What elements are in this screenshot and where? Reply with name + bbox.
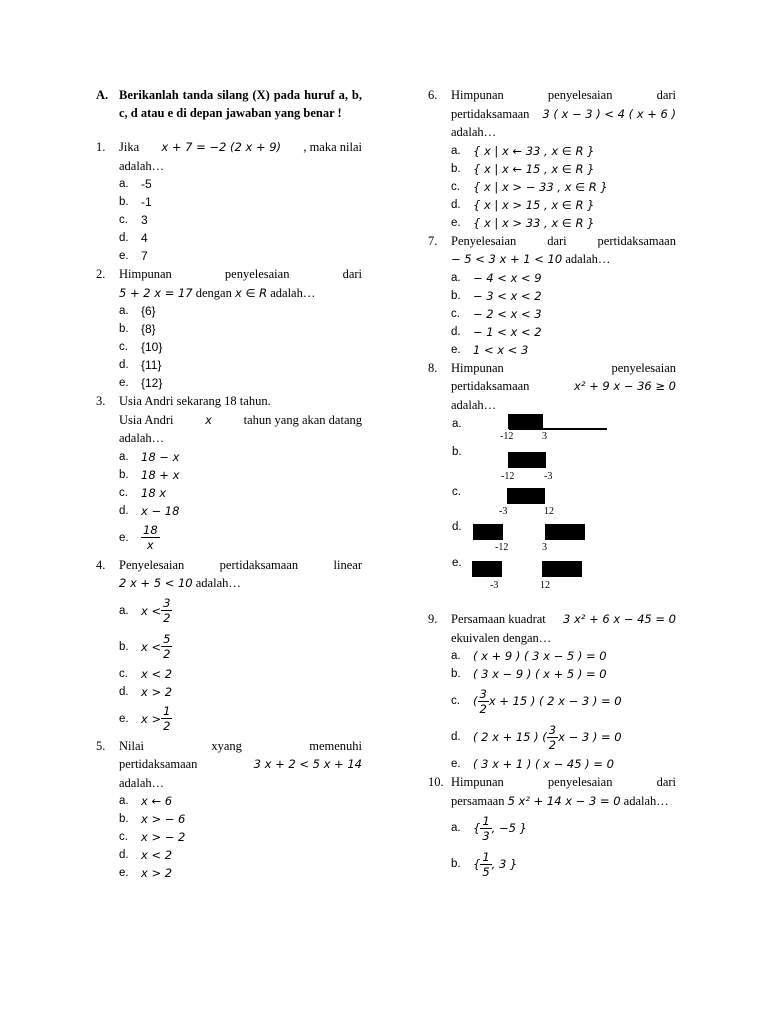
shaded-region [472, 561, 502, 577]
stem-text: pertidaksamaan [451, 106, 530, 121]
tick-label: -12 [500, 431, 514, 442]
option-letter: b. [451, 668, 461, 680]
question-10 [428, 773, 676, 882]
stem-text: dari [547, 233, 567, 248]
option-text: { x | x ← 15 , x ∈ R } [473, 161, 595, 176]
question-number: 1. [96, 140, 106, 154]
option-a[interactable] [119, 593, 362, 629]
option-a[interactable] [119, 448, 362, 466]
option-letter: a. [451, 822, 461, 834]
stem-text: Himpunan [451, 775, 504, 789]
option-b[interactable] [451, 287, 676, 305]
option-text: 1 < x < 3 [473, 342, 529, 357]
option-text: x < 2 [141, 848, 173, 862]
stem-text: Jika [119, 140, 140, 154]
option-text: 18 + x [141, 467, 180, 482]
denominator: x [146, 538, 154, 552]
option-a[interactable] [451, 647, 676, 665]
option-letter: b. [119, 813, 129, 825]
equation: 3 x + 2 < 5 x + 14 [253, 757, 362, 771]
brace-open: { [473, 857, 481, 871]
option-letter: d. [451, 731, 461, 743]
option-c[interactable] [119, 211, 362, 229]
option-text: ( 2 x + 15 ) ( [473, 730, 547, 744]
option-letter: b. [119, 323, 129, 335]
option-d[interactable] [119, 502, 362, 520]
tick-label: 12 [540, 580, 550, 591]
stem-text: ekuivalen dengan… [451, 630, 552, 645]
option-text: 3 [141, 213, 148, 227]
stem-text: pertidaksamaan [597, 233, 676, 248]
tick-label: 3 [542, 542, 547, 553]
option-b[interactable] [451, 665, 676, 683]
denominator: 5 [482, 864, 490, 879]
option-e[interactable] [119, 374, 362, 392]
question-7 [428, 232, 676, 359]
numerator: 1 [163, 704, 171, 718]
tick-label: -3 [490, 580, 499, 591]
tick-label: -12 [501, 471, 515, 482]
option-b[interactable] [451, 160, 676, 178]
option-text: − 3 < x < 2 [473, 288, 542, 303]
options-list [451, 810, 676, 882]
number-line-options [451, 414, 676, 610]
equation: 5 + 2 x = 17 [119, 285, 193, 300]
option-text: − 1 < x < 2 [473, 324, 542, 339]
tick-label: -3 [499, 506, 508, 517]
question-stem [119, 556, 362, 593]
option-text: x > [141, 711, 162, 726]
option-b[interactable] [119, 320, 362, 338]
option-text: -1 [141, 195, 152, 209]
option-letter: c. [119, 486, 128, 499]
option-d[interactable] [119, 356, 362, 374]
stem-text: tahun yang akan datang [243, 412, 362, 427]
variable: x [205, 412, 212, 427]
stem-text: adalah… [270, 285, 316, 300]
question-2 [96, 265, 362, 392]
numerator: 3 [479, 686, 487, 701]
options-list [451, 647, 676, 773]
option-d[interactable] [451, 323, 676, 341]
option-a[interactable] [451, 269, 676, 287]
option-letter: b. [451, 858, 461, 870]
denominator: 2 [163, 611, 171, 625]
numerator: 1 [482, 813, 490, 828]
option-b[interactable] [119, 629, 362, 665]
option-c[interactable] [451, 305, 676, 323]
denominator: 2 [479, 701, 487, 716]
question-stem [451, 86, 676, 142]
stem-text: pertidaksamaan [451, 379, 530, 393]
option-text: x < [141, 639, 162, 654]
option-letter: b. [119, 468, 129, 481]
stem-text: adalah… [195, 576, 241, 590]
equation: 3 ( x − 3 ) < 4 ( x + 6 ) [542, 106, 676, 121]
stem-text: memenuhi [309, 738, 362, 753]
denominator: 2 [163, 647, 171, 661]
shaded-region [508, 414, 543, 429]
option-text: {10} [141, 340, 163, 354]
section-heading [96, 86, 362, 122]
option-text: x − 18 [141, 503, 180, 518]
option-e[interactable] [451, 755, 676, 773]
option-c[interactable] [451, 683, 676, 719]
fraction [547, 723, 558, 752]
stem-text: adalah… [119, 431, 165, 445]
stem-text: Nilai [119, 738, 144, 753]
option-d[interactable] [119, 683, 362, 701]
option-letter: c. [451, 180, 460, 193]
question-3 [96, 392, 362, 556]
option-letter: c. [119, 667, 128, 680]
option-letter: e. [119, 867, 129, 879]
option-e[interactable] [451, 341, 676, 359]
option-letter: b. [119, 640, 129, 653]
option-letter: d. [452, 521, 462, 533]
stem-text: Usia Andri sekarang 18 tahun. [119, 394, 271, 408]
shaded-region [473, 524, 503, 540]
numerator: 3 [548, 722, 557, 737]
option-text: − 4 < x < 9 [473, 270, 542, 285]
option-text: 18 x [141, 485, 167, 500]
option-text: , −5 } [491, 821, 527, 835]
fraction [141, 523, 160, 552]
options-list [451, 142, 676, 232]
question-number: 3. [96, 394, 106, 408]
option-c[interactable] [119, 338, 362, 356]
option-letter: e. [451, 758, 461, 770]
stem-text: penyelesaian [547, 88, 613, 102]
option-letter: e. [452, 557, 462, 569]
equation: 5 x² + 14 x − 3 = 0 [507, 793, 621, 808]
option-a[interactable] [119, 302, 362, 320]
equation: x² + 9 x − 36 ≥ 0 [574, 379, 676, 393]
question-number: 5. [96, 738, 106, 753]
option-a[interactable] [119, 175, 362, 193]
option-letter: b. [451, 162, 461, 175]
option-letter: b. [452, 446, 462, 458]
option-letter: a. [119, 305, 129, 317]
option-text: x > − 2 [141, 830, 186, 844]
option-text: x > 2 [141, 866, 173, 880]
option-text: { x | x > 33 , x ∈ R } [473, 215, 595, 230]
question-5 [96, 737, 362, 883]
question-number: 2. [96, 267, 106, 281]
question-number: 9. [428, 612, 438, 626]
stem-text: adalah… [565, 252, 611, 266]
option-text: {11} [141, 358, 162, 372]
option-letter: e. [119, 250, 129, 262]
option-c[interactable] [119, 484, 362, 502]
numerator: 5 [163, 632, 171, 646]
option-text: {12} [141, 376, 163, 390]
fraction [478, 687, 489, 716]
denominator: 3 [482, 828, 490, 843]
option-text: x − 3 ) = 0 [558, 730, 622, 744]
set-condition: x ∈ R [234, 285, 268, 300]
denominator: 2 [163, 719, 171, 733]
option-text: 7 [141, 249, 148, 263]
stem-text: Himpunan [119, 267, 172, 281]
options-list [119, 302, 362, 392]
denominator: 2 [548, 737, 557, 752]
equation: x + 7 = −2 (2 x + 9) [161, 140, 282, 154]
stem-text: , maka nilai [303, 140, 362, 154]
option-letter: b. [119, 196, 129, 208]
question-4 [96, 556, 362, 737]
numerator: 1 [482, 849, 490, 864]
tick-label: -12 [495, 542, 509, 553]
option-b[interactable] [119, 466, 362, 484]
question-number: 4. [96, 557, 106, 572]
stem-text: penyelesaian [547, 775, 613, 789]
options-list [451, 269, 676, 359]
option-letter: d. [119, 359, 129, 371]
option-text: 18 − x [141, 449, 180, 464]
option-letter: c. [451, 307, 460, 320]
stem-text: Himpunan [451, 360, 504, 375]
question-stem [119, 737, 362, 793]
option-b[interactable] [119, 193, 362, 211]
option-text: − 2 < x < 3 [473, 306, 542, 321]
question-number: 7. [428, 233, 438, 248]
shaded-region [508, 452, 546, 468]
option-c[interactable] [119, 828, 362, 846]
stem-text: xyang [211, 738, 242, 753]
option-letter: e. [119, 377, 129, 389]
fraction [161, 704, 172, 733]
option-d[interactable] [451, 719, 676, 755]
left-column [96, 86, 362, 882]
option-text: ( x + 9 ) ( 3 x − 5 ) = 0 [473, 649, 607, 663]
option-e[interactable] [119, 247, 362, 265]
stem-text: dengan [195, 285, 232, 300]
option-e[interactable] [119, 701, 362, 737]
option-b[interactable] [451, 846, 676, 882]
option-text: x ← 6 [141, 794, 173, 808]
stem-text: dari [342, 267, 362, 281]
stem-text: adalah… [623, 793, 669, 808]
options-list [119, 792, 362, 882]
question-1 [96, 138, 362, 265]
option-d[interactable] [451, 196, 676, 214]
stem-text: Persamaan kuadrat [451, 612, 546, 626]
option-e[interactable] [451, 214, 676, 232]
question-stem [119, 392, 362, 448]
fraction [161, 632, 172, 661]
option-letter: a. [119, 795, 129, 807]
option-text: { x | x ← 33 , x ∈ R } [473, 143, 595, 158]
fraction [480, 850, 491, 879]
option-letter: d. [451, 325, 461, 338]
question-stem [451, 773, 676, 810]
question-stem [451, 610, 676, 647]
equation: − 5 < 3 x + 1 < 10 [451, 252, 563, 266]
option-e[interactable] [119, 520, 362, 556]
option-text: x < [141, 603, 162, 618]
option-text: {8} [141, 322, 156, 336]
shaded-region [542, 561, 582, 577]
option-text: x < 2 [141, 666, 173, 681]
option-letter: d. [119, 685, 129, 698]
stem-text: dari [656, 88, 676, 102]
option-d[interactable] [119, 229, 362, 247]
option-text: { x | x > 15 , x ∈ R } [473, 197, 595, 212]
option-c[interactable] [119, 665, 362, 683]
right-column [428, 86, 676, 882]
option-text: ( 3 x + 1 ) ( x − 45 ) = 0 [473, 757, 614, 771]
numerator: 3 [163, 596, 171, 610]
question-stem [119, 138, 362, 175]
option-text: 4 [141, 231, 148, 245]
option-letter: a. [451, 650, 461, 662]
stem-text: Penyelesaian pertidaksamaan linear [119, 557, 362, 572]
options-list [119, 593, 362, 737]
fraction [161, 596, 172, 625]
stem-text: Usia Andri [119, 412, 174, 427]
brace-open: { [473, 821, 481, 835]
stem-text: adalah… [451, 397, 497, 412]
equation: 2 x + 5 < 10 [119, 576, 193, 590]
option-a[interactable] [451, 142, 676, 160]
option-letter: d. [119, 504, 129, 517]
option-letter: a. [451, 144, 461, 157]
option-e[interactable] [119, 864, 362, 882]
option-letter: c. [119, 831, 128, 843]
tick-label: 12 [544, 506, 554, 517]
option-a[interactable] [451, 810, 676, 846]
options-list [119, 175, 362, 265]
option-letter: d. [119, 232, 129, 244]
stem-text: persamaan [451, 793, 505, 808]
question-9 [428, 610, 676, 773]
option-letter: c. [119, 214, 128, 226]
shaded-region [507, 488, 545, 504]
option-letter: e. [451, 343, 461, 356]
option-letter: a. [119, 178, 129, 190]
question-6 [428, 86, 676, 232]
option-letter: c. [119, 341, 128, 353]
option-letter: e. [451, 216, 461, 229]
stem-text: adalah… [451, 125, 497, 139]
option-text: x > 2 [141, 684, 173, 699]
option-c[interactable] [451, 178, 676, 196]
option-d[interactable] [119, 846, 362, 864]
stem-text: adalah… [119, 775, 165, 790]
tick-label: 3 [542, 431, 547, 442]
option-letter: a. [119, 604, 129, 617]
option-letter: d. [451, 198, 461, 211]
question-number: 8. [428, 360, 438, 375]
section-label: A. [96, 88, 109, 102]
shaded-region [545, 524, 585, 540]
option-text: { x | x > − 33 , x ∈ R } [473, 179, 608, 194]
option-text: ( [473, 694, 478, 708]
option-letter: a. [451, 271, 461, 284]
numerator: 18 [143, 523, 158, 537]
stem-text: Himpunan [451, 88, 504, 102]
option-text: x > − 6 [141, 812, 186, 826]
stem-text: penyelesaian [611, 360, 676, 375]
stem-text: penyelesaian [224, 267, 290, 281]
option-text: x + 15 ) ( 2 x − 3 ) = 0 [488, 694, 622, 708]
stem-text: dari [656, 775, 676, 789]
option-text: ( 3 x − 9 ) ( x + 5 ) = 0 [473, 667, 607, 681]
section-instruction: Berikanlah tanda silang (X) pada huruf a, b, c, d atau e di depan jawaban yang benar ! [119, 88, 362, 120]
stem-text: pertidaksamaan [119, 757, 198, 771]
option-letter: e. [119, 531, 129, 544]
option-letter: c. [451, 695, 460, 707]
question-stem [119, 265, 362, 302]
tick-label: -3 [544, 471, 553, 482]
option-letter: d. [119, 849, 129, 861]
question-stem [451, 232, 676, 269]
option-letter: b. [451, 289, 461, 302]
option-letter: c. [452, 486, 461, 498]
stem-text: Penyelesaian [451, 233, 517, 248]
question-stem [451, 359, 676, 415]
option-text: -5 [141, 177, 152, 191]
fraction [480, 814, 491, 843]
option-b[interactable] [119, 810, 362, 828]
option-letter: a. [119, 450, 129, 463]
question-number: 10. [428, 775, 444, 789]
option-letter: a. [452, 418, 462, 430]
question-number: 6. [428, 88, 438, 102]
equation: 3 x² + 6 x − 45 = 0 [563, 612, 676, 626]
option-text: {6} [141, 304, 156, 318]
options-list [119, 448, 362, 556]
option-text: , 3 } [491, 857, 518, 871]
option-a[interactable] [119, 792, 362, 810]
stem-text: adalah… [119, 158, 165, 173]
question-8 [428, 359, 676, 611]
option-letter: e. [119, 712, 129, 725]
